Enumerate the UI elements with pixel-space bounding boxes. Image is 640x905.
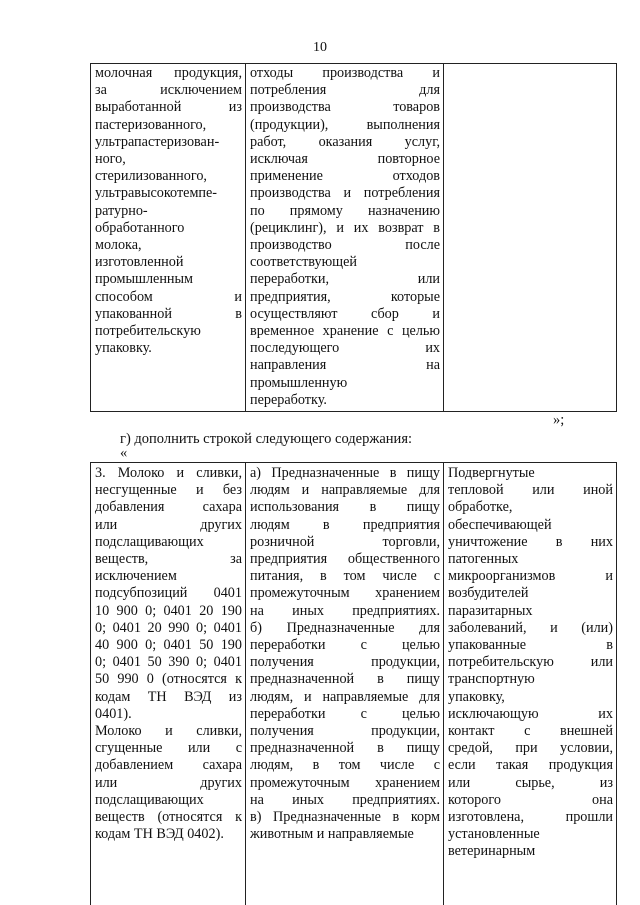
page-number: 10 bbox=[313, 40, 327, 55]
cell-line: соответствующей bbox=[250, 254, 358, 271]
cell-line: производства и потребления bbox=[250, 185, 440, 202]
cell-line: промежуточным хранением bbox=[250, 585, 440, 602]
cell-line: людям в предприятия bbox=[250, 516, 440, 533]
cell-line: упакованные в bbox=[448, 637, 613, 654]
cell-line: которого она bbox=[448, 791, 613, 808]
cell-line: или сырье, из bbox=[448, 774, 613, 791]
cell-purpose-milk-cream bbox=[246, 463, 444, 905]
cell-line: контакт с внешней bbox=[448, 723, 613, 740]
cell-product-continued bbox=[91, 64, 246, 412]
cell-line: патогенных bbox=[448, 551, 519, 568]
cell-line: 50 990 0 (относятся к bbox=[95, 671, 242, 688]
cell-line: а) Предназначенные в пищу bbox=[250, 465, 440, 481]
cell-conditions-milk-cream bbox=[444, 463, 617, 905]
cell-line: последующего их bbox=[250, 340, 440, 357]
cell-line: молока, bbox=[95, 237, 142, 254]
cell-line: возбудителей bbox=[448, 585, 529, 602]
cell-line: обработке, bbox=[448, 499, 513, 516]
cell-line: людям, в том числе с bbox=[250, 757, 440, 774]
table-top bbox=[90, 63, 617, 412]
opening-quote: « bbox=[120, 445, 128, 461]
cell-line: транспортную bbox=[448, 671, 535, 688]
cell-line: промышленным bbox=[95, 271, 194, 288]
cell-line: обработанного bbox=[95, 219, 185, 236]
cell-line: 0; 0401 50 390 0; 0401 bbox=[95, 654, 242, 671]
cell-line: за исключением bbox=[95, 82, 242, 99]
cell-line: добавлением сахара bbox=[95, 757, 242, 774]
cell-line: ультрапастеризован- bbox=[95, 133, 220, 150]
cell-conditions-empty bbox=[444, 64, 617, 412]
cell-line: в) Предназначенные в корм bbox=[250, 809, 440, 826]
cell-line: промежуточным хранением bbox=[250, 774, 440, 791]
cell-line: стерилизованного, bbox=[95, 168, 207, 185]
cell-line: предназначенной в пищу bbox=[250, 671, 440, 688]
cell-line: сгущенные или с bbox=[95, 740, 242, 757]
cell-line: переработку. bbox=[250, 391, 327, 408]
cell-line: получения продукции, bbox=[250, 723, 440, 740]
cell-line: предприятия общественного bbox=[250, 551, 440, 568]
closing-quote: »; bbox=[553, 412, 565, 428]
cell-line: (рециклинг), и их возврат в bbox=[250, 219, 440, 236]
table-row bbox=[91, 64, 617, 412]
cell-line: предприятия, которые bbox=[250, 288, 440, 305]
cell-line: на иных предприятиях. bbox=[250, 602, 440, 619]
cell-line: подслащивающих bbox=[95, 791, 204, 808]
cell-line: заболеваний, и (или) bbox=[448, 619, 613, 636]
cell-line: ветеринарным bbox=[448, 843, 536, 860]
cell-line: осуществляют сбор и bbox=[250, 305, 440, 322]
cell-line: установленные bbox=[448, 826, 540, 843]
cell-line: 40 900 0; 0401 50 190 bbox=[95, 637, 242, 654]
cell-line: людям, и направляемые для bbox=[250, 688, 440, 705]
cell-line: направления на bbox=[250, 357, 440, 374]
cell-line: способом и bbox=[95, 288, 242, 305]
cell-line: исключением bbox=[95, 568, 177, 585]
cell-line: по прямому назначению bbox=[250, 202, 440, 219]
cell-line: Подвергнутые bbox=[448, 465, 535, 481]
cell-line: 0; 0401 20 990 0; 0401 bbox=[95, 619, 242, 636]
cell-purpose-continued bbox=[246, 64, 444, 412]
cell-line: упаковку. bbox=[95, 340, 152, 357]
cell-line: предназначенной в пищу bbox=[250, 740, 440, 757]
table-row bbox=[91, 463, 617, 905]
cell-line: паразитарных bbox=[448, 602, 533, 619]
cell-line: веществ (относятся к bbox=[95, 809, 242, 826]
cell-line: 10 900 0; 0401 20 190 bbox=[95, 602, 242, 619]
cell-line: промышленную bbox=[250, 374, 348, 391]
cell-line: использования в пищу bbox=[250, 499, 440, 516]
cell-line: 0401). bbox=[95, 705, 132, 722]
cell-line: изготовлена, прошли bbox=[448, 809, 613, 826]
cell-line: пастеризованного, bbox=[95, 116, 207, 133]
cell-line: подсубпозиций 0401 bbox=[95, 585, 242, 602]
cell-line: упаковку, bbox=[448, 688, 505, 705]
cell-line: ного, bbox=[95, 151, 126, 168]
cell-line: упакованной в bbox=[95, 305, 242, 322]
cell-line: если такая продукция bbox=[448, 757, 613, 774]
cell-line: переработки с целью bbox=[250, 705, 440, 722]
cell-line: производство после bbox=[250, 237, 440, 254]
cell-line: веществ, за bbox=[95, 551, 242, 568]
cell-line: потребительскую bbox=[95, 323, 201, 340]
cell-line: ультравысокотемпе- bbox=[95, 185, 218, 202]
cell-line: производства товаров bbox=[250, 99, 440, 116]
cell-line: изготовленной bbox=[95, 254, 184, 271]
cell-line: получения продукции, bbox=[250, 654, 440, 671]
cell-line: потребительскую или bbox=[448, 654, 613, 671]
cell-line: потребления для bbox=[250, 82, 440, 99]
cell-line: тепловой или иной bbox=[448, 482, 613, 499]
cell-line: или других bbox=[95, 516, 242, 533]
cell-line: людям и направляемые для bbox=[250, 482, 440, 499]
cell-line: (продукции), выполнения bbox=[250, 116, 440, 133]
cell-product-milk-cream bbox=[91, 463, 246, 905]
cell-line: временное хранение с целью bbox=[250, 323, 440, 340]
cell-line: исключая повторное bbox=[250, 151, 440, 168]
cell-line: б) Предназначенные для bbox=[250, 619, 440, 636]
cell-line: подслащивающих bbox=[95, 533, 204, 550]
cell-line: исключающую их bbox=[448, 705, 613, 722]
cell-line: добавления сахара bbox=[95, 499, 242, 516]
cell-line: или других bbox=[95, 774, 242, 791]
cell-line: молочная продукция, bbox=[95, 65, 242, 81]
amendment-instruction: г) дополнить строкой следующего содержания: bbox=[120, 431, 413, 447]
cell-line: микроорганизмов и bbox=[448, 568, 613, 585]
cell-line: кодам ТН ВЭД 0402). bbox=[95, 826, 224, 843]
table-bottom bbox=[90, 462, 617, 905]
cell-line: ратурно- bbox=[95, 202, 148, 219]
cell-line: отходы производства и bbox=[250, 65, 440, 81]
cell-line: 3. Молоко и сливки, bbox=[95, 465, 242, 481]
cell-line: работ, оказания услуг, bbox=[250, 133, 440, 150]
cell-line: питания, в том числе с bbox=[250, 568, 440, 585]
cell-line: средой, при условии, bbox=[448, 740, 613, 757]
cell-line: переработки с целью bbox=[250, 637, 440, 654]
cell-line: применение отходов bbox=[250, 168, 440, 185]
cell-line: животным и направляемые bbox=[250, 826, 414, 843]
cell-line: переработки, или bbox=[250, 271, 440, 288]
cell-line: кодам ТН ВЭД из bbox=[95, 688, 242, 705]
cell-line: на иных предприятиях. bbox=[250, 791, 440, 808]
cell-line: обеспечивающей bbox=[448, 516, 552, 533]
cell-line: выработанной из bbox=[95, 99, 242, 116]
cell-line: несгущенные и без bbox=[95, 482, 242, 499]
cell-line: Молоко и сливки, bbox=[95, 723, 242, 740]
cell-line: розничной торговли, bbox=[250, 533, 440, 550]
cell-line: уничтожение в них bbox=[448, 533, 613, 550]
